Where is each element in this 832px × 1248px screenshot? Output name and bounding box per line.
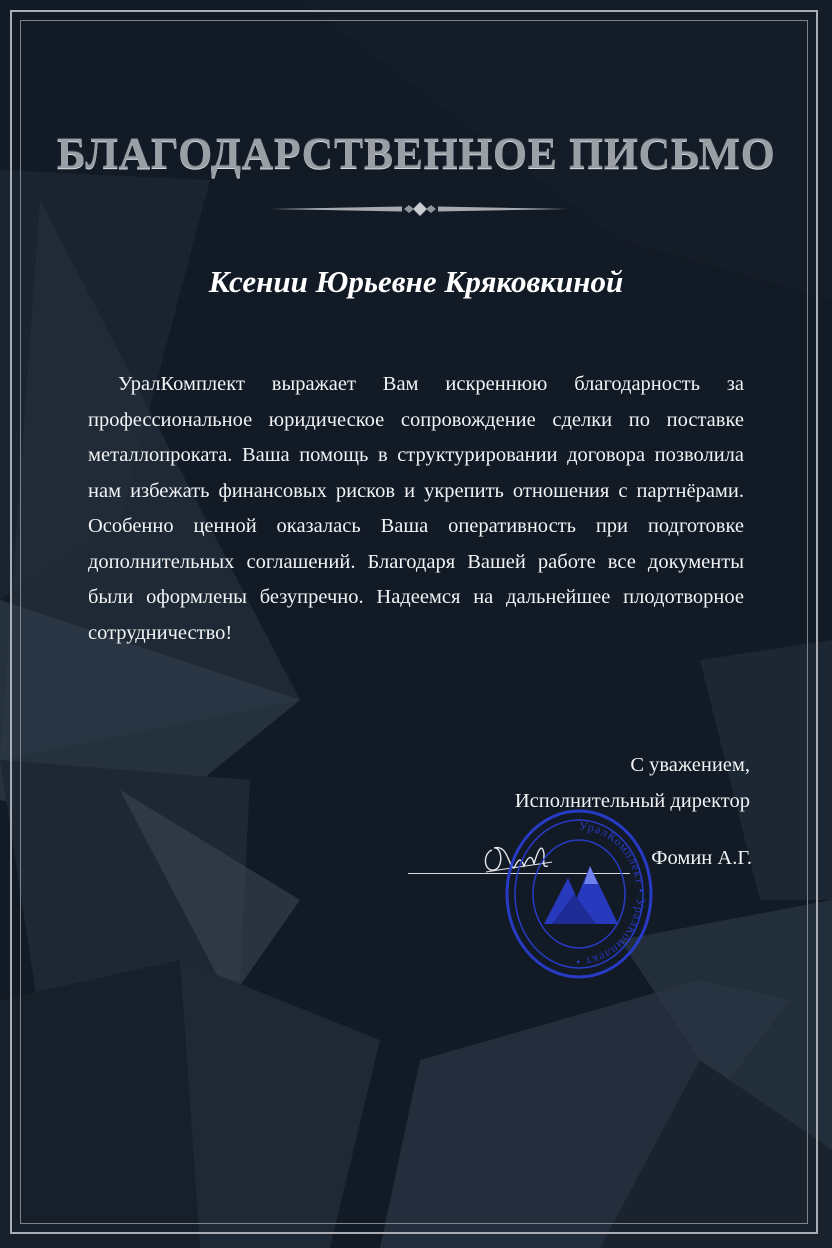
signer-name: Фомин А.Г. <box>651 847 752 869</box>
closing-greeting: С уважением, <box>630 754 750 776</box>
company-seal <box>504 806 654 982</box>
signer-position: Исполнительный директор <box>514 790 750 812</box>
seal-ring-text: УралКомплект • УралКомплект • <box>574 818 648 970</box>
title-divider-ornament <box>272 199 568 219</box>
letter-body: УралКомплект выражает Вам искреннюю благодарность за профессиональное юридическое сопровождение сделки по поставке металлопроката. Ваша помощь в структурировании договора позволила нам избежать финансовых рисков и укрепить отношения с партнёрами. Особенно ценной оказалась Ваша оперативность при подготовке дополнительных соглашений. Благодаря Вашей работе все документы были оформлены безупречно. Надеемся на дальнейшее плодотворное сотрудничество! <box>88 373 744 644</box>
letter-title: БЛАГОДАРСТВЕННОЕ ПИСЬМО <box>56 129 776 178</box>
recipient-name: Ксении Юрьевне Кряковкиной <box>208 264 624 299</box>
